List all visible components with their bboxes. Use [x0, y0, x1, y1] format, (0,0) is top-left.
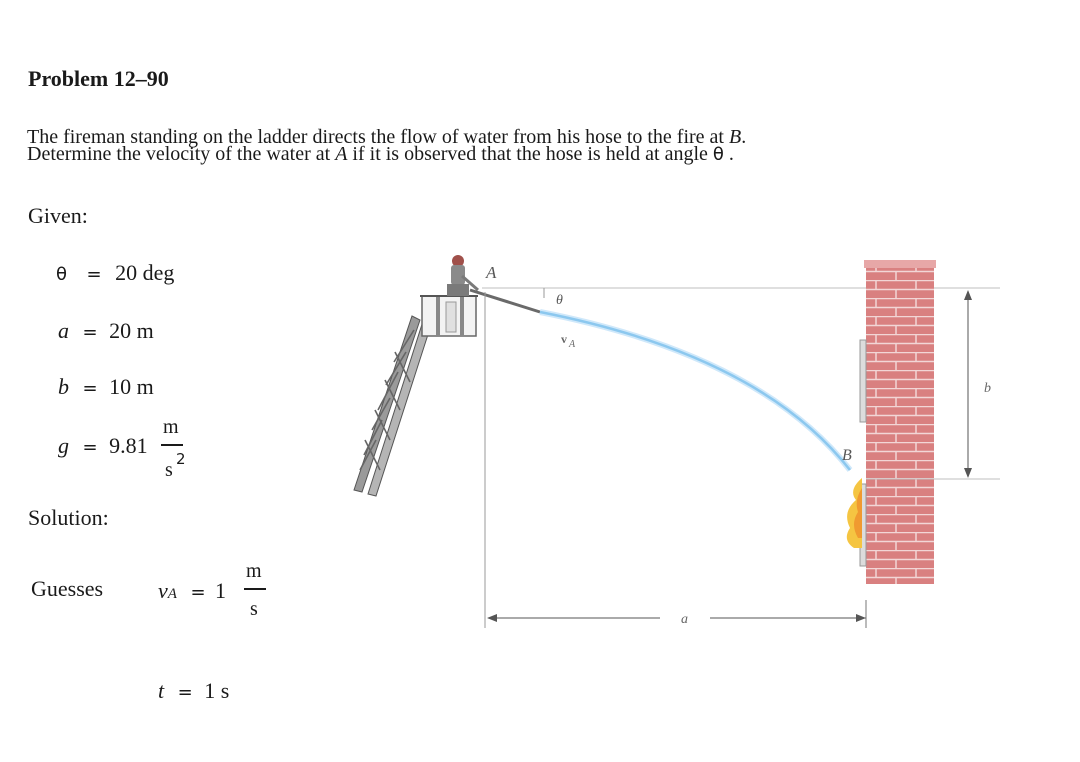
hose-nozzle [470, 290, 540, 312]
ladder-bucket [420, 296, 478, 336]
statement-theta: θ [712, 144, 724, 165]
given-heading: Given: [28, 203, 88, 228]
statement-line-1: The fireman standing on the ladder directs the flow of water from his hose to the fire at B. [27, 126, 747, 148]
equals-sign: = [177, 682, 193, 703]
va-unit-denominator: s [250, 598, 258, 620]
equals-sign: = [82, 322, 98, 343]
t-symbol: t [158, 678, 165, 703]
solution-heading: Solution: [28, 505, 109, 530]
g-unit-numerator: m [163, 416, 179, 438]
label-a-point: A [486, 263, 497, 282]
statement-text-1: The fireman standing on the ladder directs the flow of water from his hose to the fire at [27, 126, 724, 148]
statement-point-a: A [335, 143, 348, 165]
water-stream [540, 312, 850, 470]
dimension-b-arrow-bottom [964, 468, 972, 478]
statement-line-2: Determine the velocity of the water at A if it is observed that the hose is held at angle θ . [27, 143, 734, 165]
equals-sign: = [82, 378, 98, 399]
brick-wall [866, 262, 934, 584]
g-value: 9.81 [109, 433, 148, 458]
theta-value: 20 deg [115, 260, 175, 285]
label-va-v: v [561, 332, 567, 346]
water-stream-glow [540, 312, 850, 470]
g-unit-exponent: 2 [176, 450, 186, 468]
label-b-point: B [842, 447, 852, 464]
dimension-a-arrow-left [487, 614, 497, 622]
label-a-dim: a [681, 612, 688, 627]
b-symbol: b [58, 374, 69, 399]
equals-sign: = [190, 582, 206, 603]
g-symbol: g [58, 433, 69, 458]
statement-point-b: B [729, 126, 742, 148]
b-value: 10 m [109, 374, 154, 399]
g-unit-denominator: s [165, 459, 173, 481]
wall-cap [864, 260, 936, 268]
problem-title: Problem 12–90 [28, 66, 169, 91]
dimension-b-arrow-top [964, 290, 972, 300]
label-b-dim: b [984, 381, 991, 396]
label-va-sub: A [569, 339, 576, 350]
label-theta: θ [556, 293, 563, 308]
ladder [354, 316, 432, 496]
statement-text-2a: Determine the velocity of the water at [27, 143, 331, 165]
equals-sign: = [86, 264, 102, 285]
guesses-label: Guesses [31, 576, 104, 601]
va-unit-numerator: m [246, 560, 262, 582]
va-subscript: A [167, 586, 177, 602]
dimension-a-arrow-right [856, 614, 866, 622]
theta-symbol: θ [56, 264, 68, 285]
t-value: 1 s [204, 678, 230, 703]
va-value: 1 [215, 578, 227, 603]
a-value: 20 m [109, 318, 154, 343]
equals-sign: = [82, 437, 98, 458]
a-symbol: a [58, 318, 69, 343]
window-frame-upper [860, 340, 866, 422]
statement-text-2b: if it is observed that the hose is held at angle [352, 143, 708, 165]
va-symbol: v [158, 578, 168, 603]
